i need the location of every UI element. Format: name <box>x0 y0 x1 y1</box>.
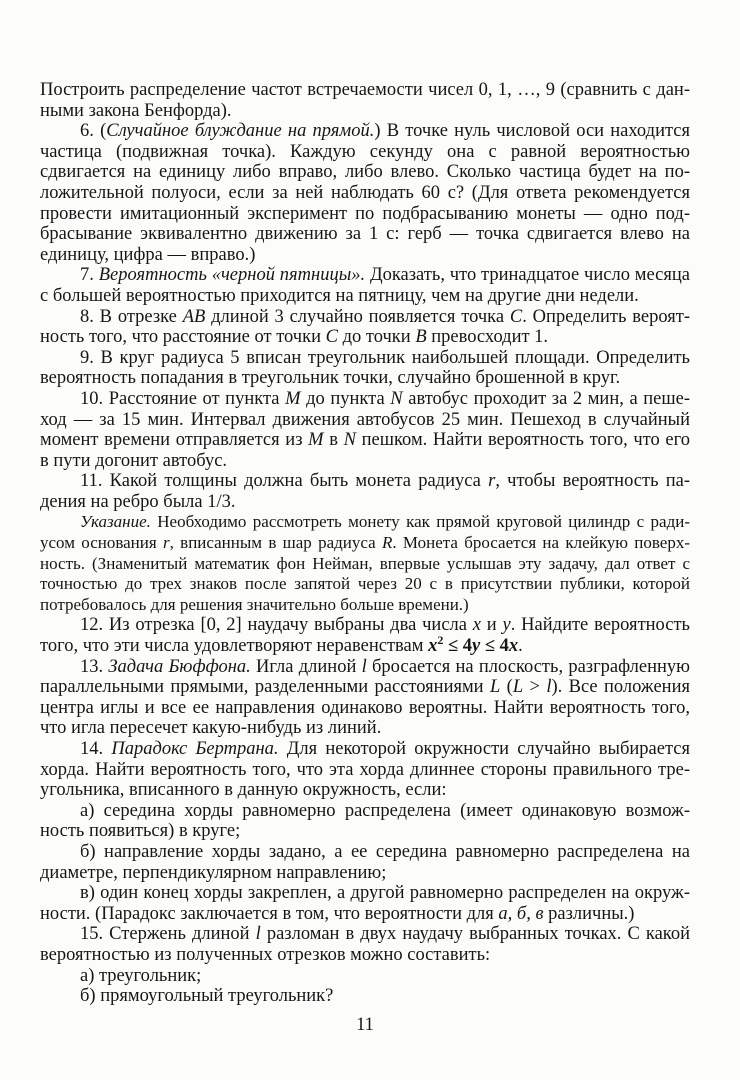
text-run: автобус проходит за 2 мин, а пешеход — за 15 мин. Интервал движения автобусов 25 мин. Пешеход в случайный момент времени отправляется из <box>40 388 691 451</box>
text-run: 9. В круг радиуса 5 вписан треугольник наибольшей площади. Определить вероятность попадания в треугольник точки, случайно брошенной в круг. <box>40 347 690 389</box>
text-run: до точки <box>337 327 416 348</box>
paragraph-benford-continuation <box>40 80 690 121</box>
problem-15-item-b <box>40 986 690 1007</box>
problem-8 <box>40 307 690 348</box>
text-run: в) один конец хорды закреплен, а другой равномерно распределен на окружности. (Парадокс заключается в том, что вероятности для <box>40 883 690 924</box>
text-run: Необходимо рассмотреть монету как прямой круговой цилиндр с радиусом основания <box>40 512 690 553</box>
variable-run: r <box>163 533 170 553</box>
text-run: 14. <box>80 739 112 759</box>
text-run: . <box>518 636 523 657</box>
text-run: Игла длиной <box>250 656 362 677</box>
text-run: 10. Расстояние от пункта <box>80 388 286 409</box>
variable-run: M <box>308 430 324 451</box>
formula-superscript: 2 <box>437 632 444 647</box>
text-run: превосходит 1. <box>426 327 549 348</box>
variable-run: AB <box>182 306 206 327</box>
text-run: 15. Стержень длиной <box>80 924 256 945</box>
text-run: . Монета бросается на клейкую поверхность. (Знаменитый математик фон Нейман, впервые услышав эту задачу, дал ответ с точностью до трех знаков после запятой через 20 с в присутствии публики, которой потребовалось для решения значительно больше времени.) <box>40 533 690 614</box>
variable-run: l <box>546 677 552 698</box>
problem-12 <box>40 615 690 656</box>
text-run: разломан в двух наудачу выбранных точках. С какой вероятностью из полученных отрезков можно составить: <box>40 924 690 965</box>
problem-11 <box>40 471 690 512</box>
text-run: б) прямоугольный треугольник? <box>80 986 334 1007</box>
variable-run: C <box>325 327 338 348</box>
text-run: 6. ( <box>80 121 107 142</box>
variable-run: y <box>502 615 511 636</box>
formula-run: y <box>472 636 481 657</box>
variable-run: L <box>489 677 501 698</box>
text-run: различны.) <box>543 903 635 924</box>
formula-run: ≤ 4 <box>443 636 473 657</box>
variable-run: N <box>343 430 356 451</box>
variable-run: N <box>390 388 403 409</box>
text-run: б) направление хорды задано, а ее середина равномерно распределена на диаметре, перпендикулярном направлению; <box>40 841 690 883</box>
text-run: Построить распределение частот встречаемости чисел 0, 1, …, 9 (сравнить с данными закона Бенфорда). <box>40 80 690 121</box>
text-run: ( <box>500 677 513 698</box>
text-run: ) В точке нуль числовой оси находится частица (подвижная точка). Каждую секунду она с равной вероятностью сдвигается на единицу либо вправо, либо влево. Сколько частица будет на положительной полуоси, если за ней наблюдать 60 с? (Для ответа рекомендуется провести имитационный эксперимент по подбрасыванию монеты — одно подбрасывание эквивалентно движению за 1 с: герб — точка сдвигается влево на единицу, цифра — вправо.) <box>40 121 690 265</box>
text-run: . Найдите вероятность того, что эти числа удовлетворяют неравенствам <box>40 615 690 657</box>
text-run: . Определить вероятность того, что расстояние от точки <box>40 306 691 348</box>
problem-14 <box>40 739 690 801</box>
problem-title-run: Вероятность «черной пятницы». <box>98 265 366 286</box>
text-run: ). Все положения центра иглы и все ее направления одинаково вероятны. Найти вероятность того, что игла пересечет какую-нибудь из линий. <box>40 677 690 739</box>
text-run: до пункта <box>300 388 391 409</box>
text-run: , вписанным в шар радиуса <box>169 533 382 553</box>
variable-run: M <box>285 388 301 409</box>
variable-run: L <box>512 677 524 698</box>
text-run: бросается на плоскость, разграфленную параллельными прямыми, разделенными расстояниями <box>40 656 690 698</box>
text-run: , чтобы вероятность падения на ребро была 1/3. <box>40 471 690 512</box>
text-run: 11. Какой толщины должна быть монета радиуса <box>80 471 489 492</box>
variable-run: а, б, в <box>498 903 544 924</box>
problem-14-item-b <box>40 842 690 883</box>
problem-10 <box>40 389 690 471</box>
text-run: а) середина хорды равномерно распределена (имеет одинаковую возможность появиться) в круге; <box>40 800 690 842</box>
problem-15-item-a <box>40 966 690 987</box>
formula-run: x <box>428 636 438 657</box>
text-run: пешком. Найти вероятность того, что его в пути догонит автобус. <box>40 430 690 471</box>
problem-15 <box>40 924 690 965</box>
text-run: длиной 3 случайно появляется точка <box>205 306 510 327</box>
text-run: Доказать, что тринадцатое число месяца с большей вероятностью приходится на пятницу, чем на другие дни недели. <box>40 265 691 306</box>
formula-run: x <box>508 636 519 657</box>
text-run: > <box>523 677 547 698</box>
text-run: в <box>323 430 344 451</box>
text-run: 8. В отрезке <box>80 306 183 327</box>
variable-run: r <box>488 471 496 492</box>
text-block <box>40 80 690 1007</box>
text-run: 7. <box>80 265 99 286</box>
problem-11-hint <box>40 512 690 615</box>
problem-7 <box>40 265 690 306</box>
hint-label-run: Указание. <box>80 512 151 532</box>
problem-14-item-a <box>40 801 690 842</box>
text-run: 13. <box>80 656 109 677</box>
problem-title-run: Задача Бюффона. <box>108 656 251 677</box>
text-run: 12. Из отрезка [0, 2] наудачу выбраны два числа <box>80 615 473 636</box>
text-run: и <box>481 615 503 636</box>
text-run: а) треугольник; <box>80 965 202 986</box>
variable-run: B <box>415 327 427 348</box>
variable-run: x <box>472 615 481 636</box>
variable-run: l <box>255 924 261 945</box>
problem-14-item-v <box>40 883 690 924</box>
formula-run: ≤ 4 <box>480 636 509 657</box>
text-run: Для некоторой окружности случайно выбирается хорда. Найти вероятность того, что эта хорда длиннее стороны правильного треугольника, вписанного в данную окружность, если: <box>40 739 690 801</box>
problem-9 <box>40 348 690 389</box>
problem-6 <box>40 121 690 265</box>
variable-run: C <box>509 306 523 327</box>
page-number: 11 <box>356 1015 374 1035</box>
problem-title-run: Случайное блуждание на прямой. <box>106 121 375 142</box>
problem-13 <box>40 657 690 739</box>
problem-title-run: Парадокс Бертрана. <box>111 739 279 759</box>
variable-run: l <box>361 656 367 677</box>
variable-run: R <box>381 533 393 553</box>
